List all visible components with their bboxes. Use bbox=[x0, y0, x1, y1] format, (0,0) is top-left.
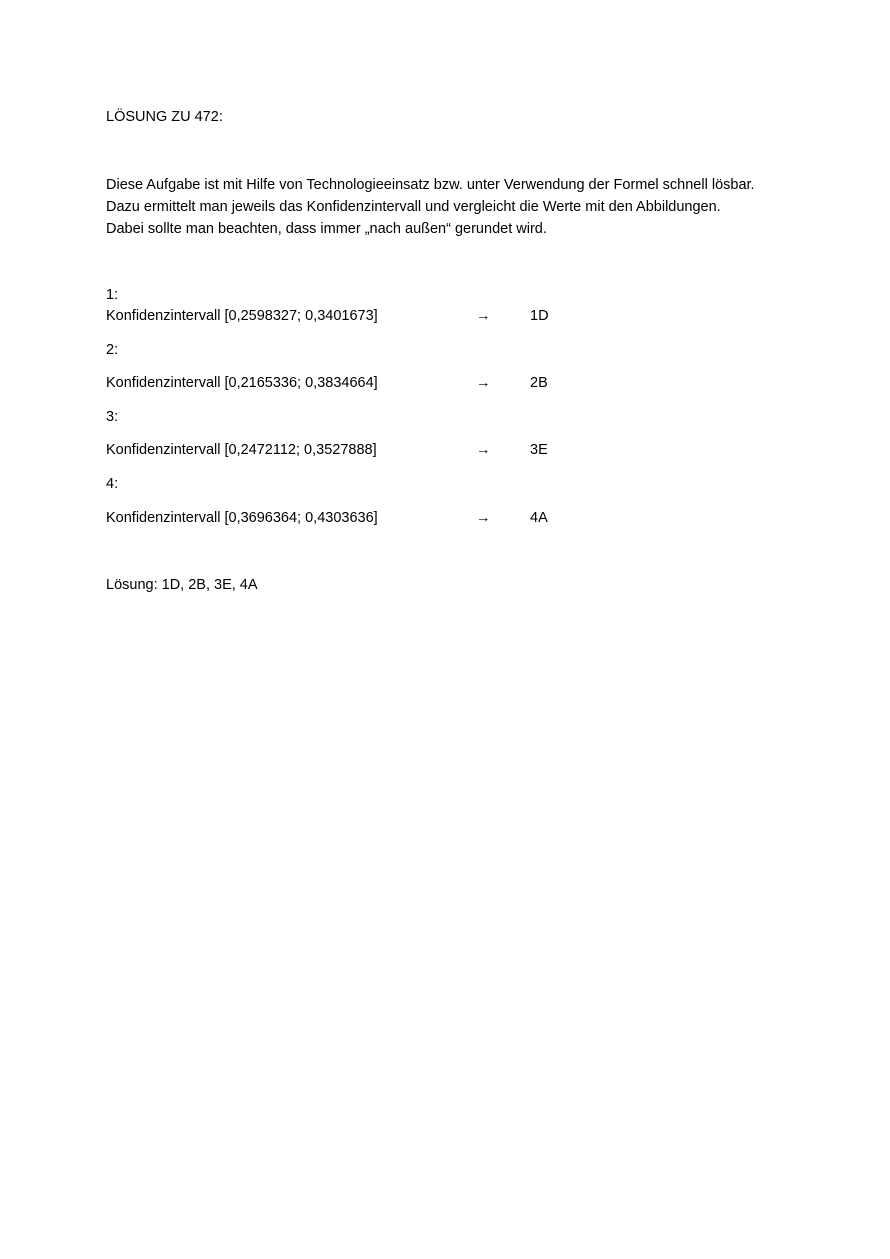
arrow-icon: → bbox=[476, 510, 491, 526]
item-match-1: 1D bbox=[530, 308, 549, 324]
item-number-3: 3: bbox=[106, 409, 119, 425]
solution-summary: Lösung: 1D, 2B, 3E, 4A bbox=[106, 577, 258, 593]
intro-paragraph bbox=[106, 174, 755, 240]
item-interval-3: Konfidenzintervall [0,2472112; 0,3527888] bbox=[106, 442, 377, 458]
arrow-icon: → bbox=[476, 308, 491, 324]
item-number-2: 2: bbox=[106, 342, 119, 358]
arrow-icon: → bbox=[476, 375, 491, 391]
item-match-2: 2B bbox=[530, 375, 548, 391]
item-match-4: 4A bbox=[530, 510, 548, 526]
item-interval-2: Konfidenzintervall [0,2165336; 0,3834664] bbox=[106, 375, 378, 391]
item-number-4: 4: bbox=[106, 476, 119, 492]
intro-line: Dabei sollte man beachten, dass immer „nach außen“ gerundet wird. bbox=[106, 221, 547, 237]
intro-line: Dazu ermittelt man jeweils das Konfidenzintervall und vergleicht die Werte mit den Abbildungen. bbox=[106, 199, 721, 215]
arrow-icon: → bbox=[476, 442, 491, 458]
document-title: LÖSUNG ZU 472: bbox=[106, 109, 223, 125]
item-interval-1: Konfidenzintervall [0,2598327; 0,3401673] bbox=[106, 308, 378, 324]
intro-line: Diese Aufgabe ist mit Hilfe von Technologieeinsatz bzw. unter Verwendung der Formel schnell lösbar. bbox=[106, 177, 755, 193]
item-match-3: 3E bbox=[530, 442, 548, 458]
item-number-1: 1: bbox=[106, 287, 119, 303]
item-interval-4: Konfidenzintervall [0,3696364; 0,4303636] bbox=[106, 510, 378, 526]
